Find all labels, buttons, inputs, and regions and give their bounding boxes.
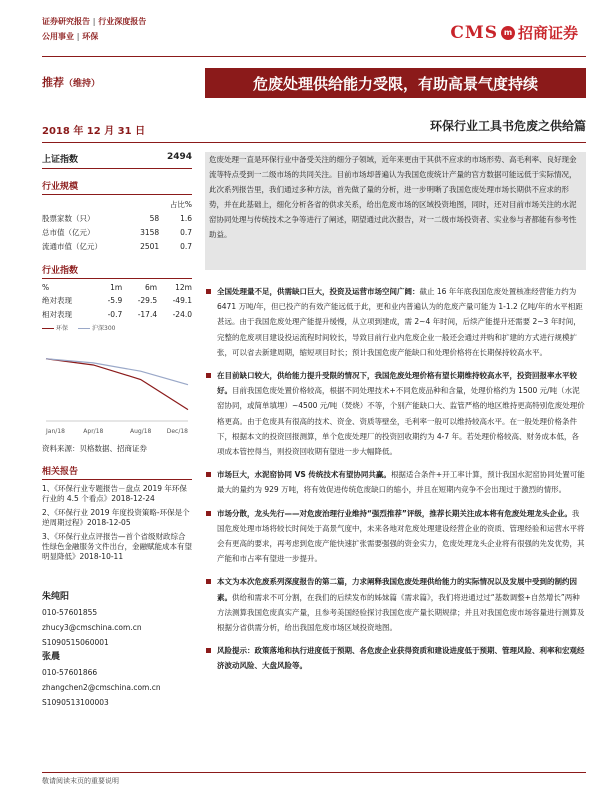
analyst-email[interactable]: zhangchen2@cmschina.com.cn — [42, 683, 161, 692]
legend-item — [42, 323, 68, 332]
row-name: 绝对表现 — [42, 295, 72, 305]
col-header: 12m — [175, 282, 192, 292]
title-divider — [42, 142, 586, 143]
table-header — [42, 281, 192, 293]
rating — [42, 74, 100, 90]
legend-swatch — [78, 328, 90, 329]
key-point — [205, 506, 586, 567]
abstract: 危废处理一直是环保行业中备受关注的细分子领域，近年来更由于其供不应求的市场形势、高毛利率、良好现金流等特点受到一二级市场的共同关注。目前市场却普遍认为我国危废统计产量的官方数据可能远低于实际情况，此次系列报告里，我们通过多种方法，首先做了量的分析，进一步明晰了我国危废处理市场长期供不应求的形势，并在此基础上，细化分析各省的供求关系，给出危废市场的区域投资地图，同时，还对目前市场关注的水泥窑协同处理与传统技术之争等进行了阐述，期望通过此次报告，对一二级市场投资者、实业参与者都能有参考性助益。 — [205, 152, 586, 270]
logo-cn-text: 招商证券 — [517, 24, 578, 42]
row-name: 总市值（亿元） — [42, 227, 95, 237]
report-kind: 行业深度报告 — [98, 17, 147, 26]
key-point-text: 截止 16 年年底我国危废处置核准经营能力约为 6471 万吨/年，但已投产的有效产能远低于此，更和业内普遍认为的危废产量可能为 1-1.2 亿吨/年的水平相距甚远。由于我国危废处理产能提升缓慢，从立项到建成，需 2~4 年时间，后续产能提升还需要 2~3 年时间，完整的危废项目建设投运流程时间较长，导致目前行业内危废企业一般还会通过并购和扩建的方式进行规模扩张，可以省去新建周期，缩短项目时长；预计我国危废产能缺口和处理价格将在长期保持较高水平。 — [217, 287, 583, 357]
report-category: 证券研究报告 — [42, 17, 90, 26]
analyst-name: 朱纯阳 — [42, 592, 70, 602]
analyst-phone: 010-57601866 — [42, 668, 98, 677]
key-point-heading: 市场分散，龙头先行——对危废治理行业维持“强烈推荐”评级，推荐长期关注成本将有危废处理龙头企业。 — [217, 508, 572, 518]
legend-swatch — [42, 328, 54, 329]
analyst-cert: S1090515060001 — [42, 638, 109, 647]
legend-item — [78, 323, 115, 332]
x-tick-label: Apr/18 — [83, 428, 104, 435]
chart-legend — [42, 323, 192, 332]
row-value: -49.1 — [172, 295, 192, 305]
footer-note: 敬请阅读末页的重要说明 — [42, 777, 119, 785]
analyst-name: 张晨 — [42, 652, 61, 662]
key-point — [205, 574, 586, 635]
rating-label: 推荐 — [42, 76, 64, 89]
rating-sub: （维持） — [64, 79, 101, 89]
row-pct: 0.7 — [180, 227, 192, 237]
related-reports — [42, 484, 192, 562]
analyst-email[interactable]: zhucy3@cmschina.com.cn — [42, 623, 142, 632]
col-header: % — [42, 282, 50, 292]
col-header: 1m — [110, 282, 123, 292]
footer-divider — [42, 772, 586, 773]
sub-sector: 环保 — [82, 32, 99, 41]
sector: 公用事业 — [42, 32, 74, 41]
table-row — [42, 239, 192, 253]
col-header: 6m — [145, 282, 158, 292]
cms-logo — [450, 22, 578, 43]
legend-label: 环保 — [56, 325, 69, 332]
row-value: -0.7 — [107, 309, 123, 319]
key-point-text: 供给和需求不可分割，在我们的后续发布的姊妹篇《需求篇》，我们将进通过过“基数调整+自然增长”两种方法测算我国危废真实产量，且参考美国经验探讨我国危废产量长期规律；并且对我国危废市场容量进行测算及根据分省供需分析，给出我国危废市场区域投资地图。 — [217, 592, 585, 633]
row-value: -5.9 — [107, 295, 123, 305]
x-tick-label: Dec/18 — [166, 428, 188, 435]
analyst-cert: S1090513100003 — [42, 698, 109, 707]
chart-source: 资料来源：贝格数据、招商证券 — [42, 444, 147, 453]
report-type-header — [42, 14, 146, 44]
perf-table — [42, 281, 192, 321]
series-line-环保 — [46, 359, 188, 410]
x-tick-label: Jan/18 — [46, 428, 65, 435]
table-row — [42, 307, 192, 321]
header-divider — [42, 56, 586, 57]
x-tick-label: Aug/18 — [129, 428, 152, 435]
row-value: 58 — [149, 213, 160, 223]
perf-title: 行业指数 — [42, 263, 192, 279]
index-label: 上证指数 — [42, 155, 79, 165]
key-point — [205, 284, 586, 360]
row-value: 2501 — [140, 241, 160, 251]
row-value: -24.0 — [172, 309, 192, 319]
sidebar — [42, 152, 192, 566]
risk-warning-text: 风险提示：政策落地和执行进度低于预期、各危废企业获得资质和建设进度低于预期、管理风险、利率和宏观经济波动风险、大盘风险等。 — [217, 646, 585, 671]
separator: | — [76, 32, 80, 41]
row-value: 3158 — [140, 227, 160, 237]
related-report-link[interactable]: 1、《环保行业专题报告－盘点 2019 年环保行业的 4.5 个看点》2018-12-24 — [42, 484, 187, 503]
analyst-contacts — [42, 590, 192, 710]
report-subtitle: 环保行业工具书危废之供给篇 — [429, 119, 586, 133]
legend-label: 沪深300 — [92, 325, 116, 332]
key-point-text: 目前我国危废处置价格较高，根据不同处理技术+不同危废品种和含量，处理价格约为 1500 元/吨（水泥窑协同，或简单填埋）~4500 元/吨（焚烧）不等，个别产能缺口大、监管严格的地区维持更高特别危废处理价格更高。由于危废具有很高的技术、资金、资质等壁垒，毛利率一般可以维持较高水平。在一般处理价格条件下，根据本文的投资回报测算，单个危废处理厂的投资回收期约为 4-7 年。若处理价格较高、财务成本低，各项成本管控得当，则投资回收期有望进一步大幅降低。 — [217, 386, 585, 457]
key-point — [205, 467, 586, 497]
key-point — [205, 368, 586, 459]
key-point-heading: 全国处理量不足，供需缺口巨大，投资及运营市场空间广阔： — [217, 287, 420, 296]
table-row — [42, 293, 192, 307]
related-report-link[interactable]: 2、《环保行业 2019 年度投资策略-环保是个逆周期过程》2018-12-05 — [42, 508, 190, 527]
key-point-text: 根据适合条件+开工率计算，预计我国水泥窑协同处置可能最大的量约为 929 万吨，将有效促进传统危废缺口的缩小，并且在短期内竞争不会出现过于激烈的情形。 — [217, 470, 585, 495]
row-value: -29.5 — [137, 295, 158, 305]
table-row — [42, 211, 192, 225]
report-date: 2018 年 12 月 31 日 — [42, 126, 146, 137]
logo-cms-text: CMS — [450, 22, 498, 43]
row-name: 股票家数（只） — [42, 213, 95, 223]
index-row — [42, 152, 192, 169]
row-pct: 1.6 — [180, 213, 192, 223]
table-row — [42, 225, 192, 239]
key-point-text: 我国危废处理市场将较长时间处于高景气度中，未来各地对危废处理建设经营企业的资质、管理经验和运营水平将会有更高的要求，再考虑到危废产能快速扩张需要强强的资金实力，危废处理龙头企业将有很强的先发优势，其产能和市占率有望进一步提升。 — [217, 508, 585, 564]
analyst-phone: 010-57601855 — [42, 608, 98, 617]
main-content — [205, 284, 586, 682]
index-value: 2494 — [166, 152, 192, 162]
report-title: 危废处理供给能力受限，有助高景气度持续 — [205, 68, 586, 98]
row-value: -17.4 — [137, 309, 158, 319]
key-point-heading: 在目前缺口较大，供给能力提升受限的情况下，我国危废处理价格有望长期维持较高水平，投资回报率水平较好。 — [217, 371, 577, 396]
related-report-link[interactable]: 3、《环保行业点评报告—首个省级财政综合性绿色金融服务文件出台，金融赋能成本有望明显降低》2018-10-11 — [42, 532, 192, 561]
row-name: 流通市值（亿元） — [42, 241, 102, 251]
related-title: 相关报告 — [42, 464, 192, 480]
risk-warning — [205, 643, 586, 673]
row-name: 相对表现 — [42, 309, 72, 319]
logo-mark-icon: m — [501, 26, 515, 40]
key-point-heading: 本文为本次危废系列深度报告的第二篇，力求阐释我国危废处理供给能力的实际情况以及发展中受到的制约因素。 — [217, 577, 577, 602]
scale-table — [42, 197, 192, 253]
separator: | — [92, 17, 96, 26]
scale-title: 行业规模 — [42, 179, 192, 195]
key-point-heading: 市场巨大，水泥窑协同 VS 传统技术有望协同共赢。 — [217, 470, 391, 480]
row-pct: 0.7 — [180, 241, 192, 251]
scale-header: 占比% — [169, 199, 192, 209]
index-performance-chart — [42, 332, 192, 437]
